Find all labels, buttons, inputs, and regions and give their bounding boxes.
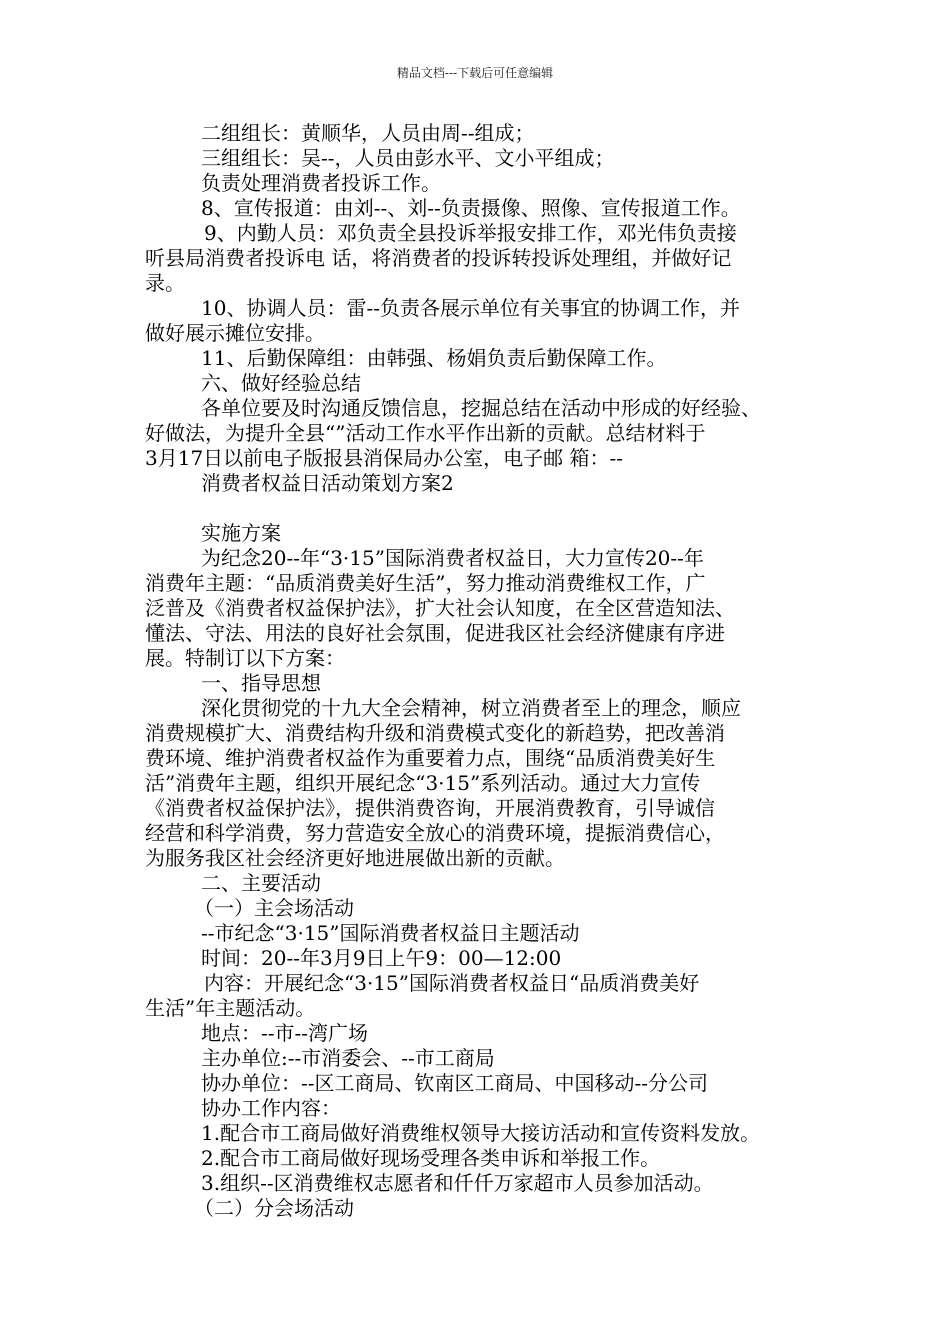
text-line: 10、协调人员：雷--负责各展示单位有关事宜的协调工作，并 [201,296,740,320]
text-line: 为服务我区社会经济更好地进展做出新的贡献。 [145,846,565,870]
text-line: 三组组长：吴--，人员由彭水平、文小平组成； [201,146,615,170]
text-line: 二、主要活动 [201,871,321,895]
text-line: 消费规模扩大、消费结构升级和消费模式变化的新趋势，把改善消 [145,721,725,745]
text-line: 活”消费年主题，组织开展纪念“3·15”系列活动。通过大力宣传 [145,771,701,795]
text-line: 各单位要及时沟通反馈信息，挖掘总结在活动中形成的好经验、 [201,396,761,420]
text-line: 六、做好经验总结 [201,371,361,395]
text-line: （二）分会场活动 [194,1196,354,1220]
text-line: 3月17日以前电子版报县消保局办公室，电子邮 箱：-- [145,446,624,470]
text-line: 一、指导思想 [201,671,321,695]
text-line: 主办单位:--市消委会、--市工商局 [201,1046,495,1070]
text-line: 内容：开展纪念“3·15”国际消费者权益日“品质消费美好 [204,971,700,995]
text-line: 负责处理消费者投诉工作。 [201,171,441,195]
document-body [145,121,810,1221]
blank-line [145,496,810,521]
text-line: 协办工作内容： [201,1096,341,1120]
text-line: 8、宣传报道：由刘--、刘--负责摄像、照像、宣传报道工作。 [201,196,741,220]
text-line: 二组组长：黄顺华，人员由周--组成； [201,121,535,145]
text-line: 做好展示摊位安排。 [145,321,325,345]
text-line: 实施方案 [201,521,281,545]
text-line: 消费年主题：“品质消费美好生活”，努力推动消费维权工作，广 [145,571,706,595]
text-line: 9、内勤人员：邓负责全县投诉举报安排工作，邓光伟负责接 [204,221,737,245]
text-line: 协办单位：--区工商局、钦南区工商局、中国移动--分公司 [201,1071,709,1095]
text-line: 录。 [145,271,185,295]
text-line: 11、后勤保障组：由韩强、杨娟负责后勤保障工作。 [201,346,667,370]
text-line: 《消费者权益保护法》，提供消费咨询，开展消费教育，引导诚信 [145,796,715,820]
text-line: 为纪念20--年“3·15”国际消费者权益日，大力宣传20--年 [201,546,704,570]
text-line: 费环境、维护消费者权益作为重要着力点，围绕“品质消费美好生 [145,746,716,770]
text-line: 经营和科学消费，努力营造安全放心的消费环境，提振消费信心， [145,821,725,845]
text-line: 1.配合市工商局做好消费维权领导大接访活动和宣传资料发放。 [201,1121,761,1145]
text-line: 消费者权益日活动策划方案2 [201,471,454,495]
text-line: 听县局消费者投诉电 话，将消费者的投诉转投诉处理组，并做好记 [145,246,732,270]
text-line: 深化贯彻党的十九大全会精神，树立消费者至上的理念，顺应 [201,696,741,720]
text-line: 2.配合市工商局做好现场受理各类申诉和举报工作。 [201,1146,661,1170]
text-line: 懂法、守法、用法的良好社会氛围，促进我区社会经济健康有序进 [145,621,725,645]
text-line: 地点：--市--湾广场 [201,1021,369,1045]
text-line: 好做法，为提升全县“”活动工作水平作出新的贡献。总结材料于 [145,421,706,445]
page-header: 精品文档---下载后可任意编辑 [396,66,554,80]
text-line: 3.组织--区消费维权志愿者和仟仟万家超市人员参加活动。 [201,1171,714,1195]
text-line: 生活”年主题活动。 [145,996,316,1020]
text-line: （一）主会场活动 [194,896,354,920]
text-line: --市纪念“3·15”国际消费者权益日主题活动 [201,921,580,945]
text-line: 泛普及《消费者权益保护法》，扩大社会认知度，在全区营造知法、 [145,596,735,620]
text-line: 时间：20--年3月9日上午9：00—12:00 [201,946,562,970]
text-line: 展。特制订以下方案： [145,646,345,670]
